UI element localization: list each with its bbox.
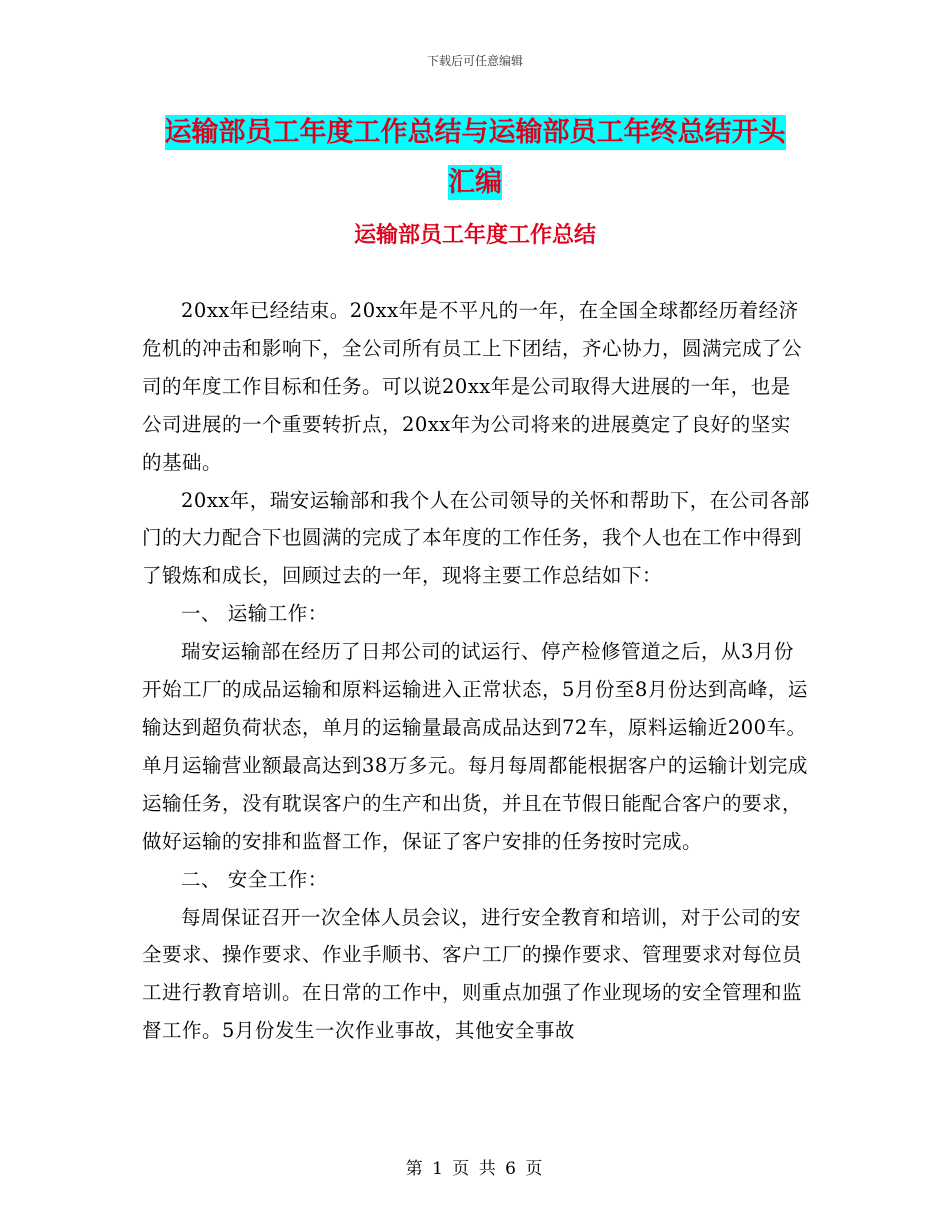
page-number: 第 1 页 共 6 页 xyxy=(405,1159,545,1179)
document-title-line-1: 运输部员工年度工作总结与运输部员工年终总结开头 xyxy=(164,117,786,148)
subheading: 二、 安全工作： xyxy=(181,867,328,891)
body-text xyxy=(142,292,810,1050)
paragraph: 20xx年，瑞安运输部和我个人在公司领导的关怀和帮助下，在公司各部门的大力配合下也圆满的完成了本年度的工作任务，我个人也在工作中得到了锻炼和成长，回顾过去的一年，现将主要工作总结如下： xyxy=(142,488,810,588)
header-note: 下载后可任意编辑 xyxy=(426,54,523,68)
paragraph: 每周保证召开一次全体人员会议，进行安全教育和培训，对于公司的安全要求、操作要求、作业手顺书、客户工厂的操作要求、管理要求对每位员工进行教育培训。在日常的工作中，则重点加强了作业现场的安全管理和监督工作。5月份发生一次作业事故，其他安全事故 xyxy=(142,905,803,1043)
subheading: 一、 运输工作： xyxy=(181,602,328,626)
document-title xyxy=(140,108,810,208)
document-title-line-2: 汇编 xyxy=(448,167,502,198)
paragraph: 瑞安运输部在经历了日邦公司的试运行、停产检修管道之后，从3月份开始工厂的成品运输和原料运输进入正常状态，5月份至8月份达到高峰，运输达到超负荷状态，单月的运输量最高成品达到72车，原料运输近200车。单月运输营业额最高达到38万多元。每月每周都能根据客户的运输计划完成运输任务，没有耽误客户的生产和出货，并且在节假日能配合客户的要求，做好运输的安排和监督工作，保证了客户安排的任务按时完成。 xyxy=(142,640,808,853)
paragraph: 20xx年已经结束。20xx年是不平凡的一年，在全国全球都经历着经济危机的冲击和影响下，全公司所有员工上下团结，齐心协力，圆满完成了公司的年度工作目标和任务。可以说20xx年是公司取得大进展的一年，也是公司进展的一个重要转折点，20xx年为公司将来的进展奠定了良好的坚实的基础。 xyxy=(142,299,803,474)
section-title: 运输部员工年度工作总结 xyxy=(353,223,596,248)
